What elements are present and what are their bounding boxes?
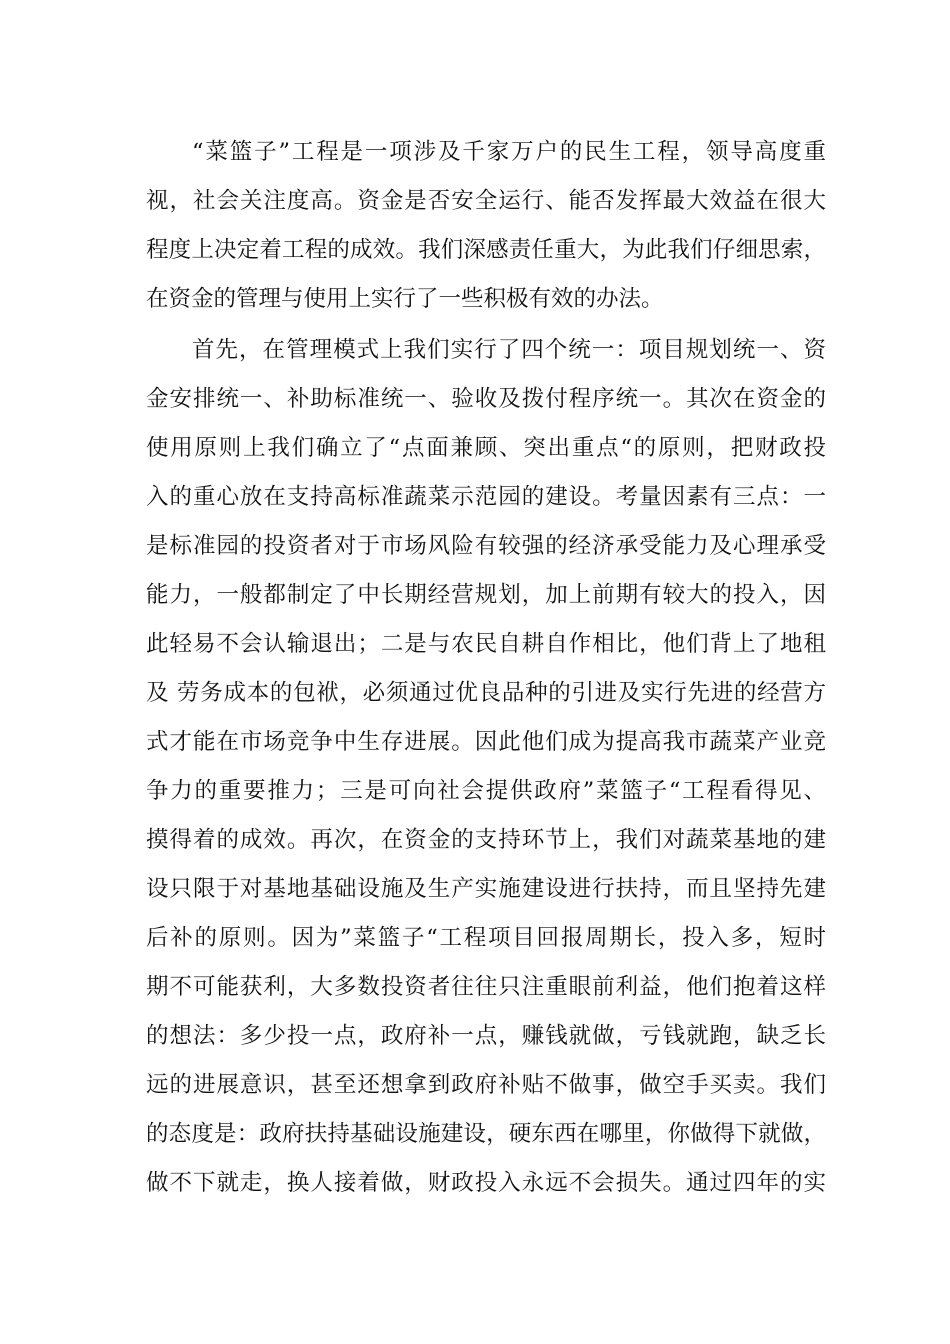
text-line: 式才能在市场竞争中生存进展。因此他们成为提高我市蔬菜产业竞 [146, 729, 826, 755]
paragraph-management [146, 326, 826, 1208]
text-line: 能力，一般都制定了中长期经营规划，加上前期有较大的投入，因 [146, 582, 826, 608]
text-line: 的想法：多少投一点，政府补一点，赚钱就做，亏钱就跑，缺乏长 [146, 1023, 826, 1049]
text-line: 金安排统一、补助标准统一、验收及拨付程序统一。其次在资金的 [146, 386, 826, 412]
text-line: 远的进展意识，甚至还想拿到政府补贴不做事，做空手买卖。我们 [146, 1072, 826, 1098]
text-line: 视，社会关注度高。资金是否安全运行、能否发挥最大效益在很大 [146, 188, 826, 214]
text-line: 此轻易不会认输退出；二是与农民自耕自作相比，他们背上了地租 [146, 631, 826, 657]
text-line: “菜篮子”工程是一项涉及千家万户的民生工程，领导高度重 [192, 139, 826, 165]
text-line: 设只限于对基地基础设施及生产实施建设进行扶持，而且坚持先建 [146, 876, 826, 902]
text-line: 摸得着的成效。再次，在资金的支持环节上，我们对蔬菜基地的建 [146, 827, 826, 853]
text-line: 后补的原则。因为”菜篮子“工程项目回报周期长，投入多，短时 [146, 925, 826, 951]
paragraph-intro [146, 128, 826, 324]
text-line: 争力的重要推力；三是可向社会提供政府”菜篮子“工程看得见、 [146, 778, 826, 804]
text-line: 是标准园的投资者对于市场风险有较强的经济承受能力及心理承受 [146, 533, 826, 559]
text-line: 首先，在管理模式上我们实行了四个统一：项目规划统一、资 [192, 337, 826, 363]
text-line: 及 劳务成本的包袱，必须通过优良品种的引进及实行先进的经营方 [146, 680, 826, 706]
text-line: 期不可能获利，大多数投资者往往只注重眼前利益，他们抱着这样 [146, 974, 826, 1000]
text-line: 的态度是：政府扶持基础设施建设，硬东西在哪里，你做得下就做， [146, 1121, 826, 1147]
text-line: 在资金的管理与使用上实行了一些积极有效的办法。 [146, 286, 664, 312]
text-line: 做不下就走，换人接着做，财政投入永远不会损失。通过四年的实 [146, 1170, 826, 1196]
text-line: 入的重心放在支持高标准蔬菜示范园的建设。考量因素有三点：一 [146, 484, 826, 510]
text-line: 使用原则上我们确立了“点面兼顾、突出重点“的原则，把财政投 [146, 435, 826, 461]
text-line: 程度上决定着工程的成效。我们深感责任重大，为此我们仔细思索， [146, 237, 826, 263]
